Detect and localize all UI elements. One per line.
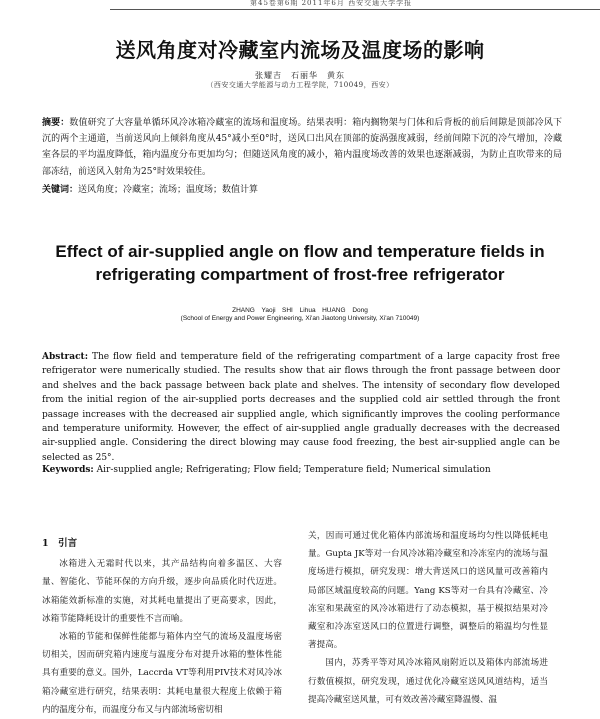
body-paragraph: 关，因而可通过优化箱体内部流场和温度场均匀性以降低耗电量。Gupta JK等对一台风冷冰箱冷藏室和冷冻室内的流场与温度场进行模拟，研究发现：增大背送风口的送风量可改善箱内局部区域温度较高的问题。Yang KS等对一台具有冷藏室、冷冻室和果蔬室的风冷冰箱进行了动态模拟，基于模拟结果对冷藏室和冷冻室送风口的位置进行调整，调整后的箱温均匀性显著提高。 — [308, 531, 548, 651]
running-header-text: 第45卷第6期 2011年6月 西安交通大学学报 — [250, 0, 413, 7]
body-column-right — [308, 527, 548, 709]
english-keywords-label: Keywords: — [42, 465, 94, 475]
running-header — [110, 0, 600, 10]
english-authors: ZHANG Yaoji SHI Lihua HUANG Dong — [232, 307, 368, 314]
body-paragraph: 冰箱的节能和保鲜性能都与箱体内空气的流场及温度场密切相关，因而研究箱内速度与温度分布对提升冰箱的整体性能具有重要的意义。国外，Laccrda VT等利用PIV技术对风冷冰箱冷藏室进行研究，结果表明：其耗电量很大程度上依赖于箱内的温度分布，而温度分布又与内部流场密切相 — [42, 632, 282, 715]
body-paragraph: 冰箱进入无霜时代以来，其产品结构向着多温区、大容量、智能化、节能环保的方向升级，逐步向品质化时代迈进。冰箱能效新标准的实施，对其耗电量提出了更高要求，因此，冰箱节能降耗设计的重要性不言而喻。 — [42, 559, 282, 624]
chinese-affiliation: （西安交通大学能源与动力工程学院，710049，西安） — [206, 81, 394, 89]
english-keywords — [42, 465, 560, 475]
chinese-authors: 张耀吉 石丽华 黄东 — [255, 71, 345, 80]
chinese-abstract — [42, 115, 562, 180]
chinese-title: 送风角度对冷藏室内流场及温度场的影响 — [115, 38, 485, 62]
section-heading-introduction: 1 引言 — [42, 538, 78, 549]
chinese-keywords — [42, 182, 562, 195]
body-column-left — [42, 535, 282, 719]
chinese-keywords-label: 关键词： — [42, 185, 79, 195]
chinese-abstract-label: 摘要： — [42, 118, 70, 128]
english-abstract-label: Abstract: — [42, 352, 89, 362]
english-title: Effect of air-supplied angle on flow and temperature fields in refrigerating compartment of frost-free refrigerator — [55, 242, 545, 284]
english-abstract — [42, 350, 560, 465]
english-abstract-text: The flow field and temperature field of the refrigerating compartment of a large capacity frost free refrigerator were numerically studied. The results show that air flows through the front passage between door and shelves and the back passage between back plate and shelves. The intensity of secondary flow developed from the initial region of the air-supplied ports decreases and the supplied cold air settled through the front passage increases with the decreased air supplied angle, which significantly improves the cooling performance and temperature uniformity. However, the effect of air-supplied angle gradually decreases with the decreased air-supplied angle. Considering the direct blowing may cause food freezing, the best air-supplied angle can be selected as 25°. — [42, 352, 560, 463]
chinese-keywords-text: 送风角度；冷藏室；流场；温度场；数值计算 — [78, 185, 259, 195]
english-keywords-text: Air-supplied angle; Refrigerating; Flow field; Temperature field; Numerical simulation — [96, 465, 491, 475]
chinese-abstract-text: 数值研究了大容量单循环风冷冰箱冷藏室的流场和温度场。结果表明：箱内搁物架与门体和后背板的前后间隙是顶部冷风下沉的两个主通道，当前送风向上倾斜角度从45°减小至0°时，送风口出风在顶部的旋涡强度减弱，经前间隙下沉的冷气增加，冷藏室各层的平均温度降低，箱内温度分布更加均匀；但随送风角度的减小，箱内温度场改善的效果也逐渐减弱，为防止直吹带来的局部冻结，前送风入射角为25°时效果较佳。 — [42, 118, 562, 177]
english-affiliation: (School of Energy and Power Engineering, Xi'an Jiaotong University, Xi'an 710049) — [180, 315, 420, 322]
body-paragraph: 国内，苏秀平等对风冷冰箱风扇附近以及箱体内部流场进行数值模拟，研究发现，通过优化冷藏室送风风道结构，适当提高冷藏室送风量，可有效改善冷藏室降温慢、温 — [308, 658, 548, 705]
